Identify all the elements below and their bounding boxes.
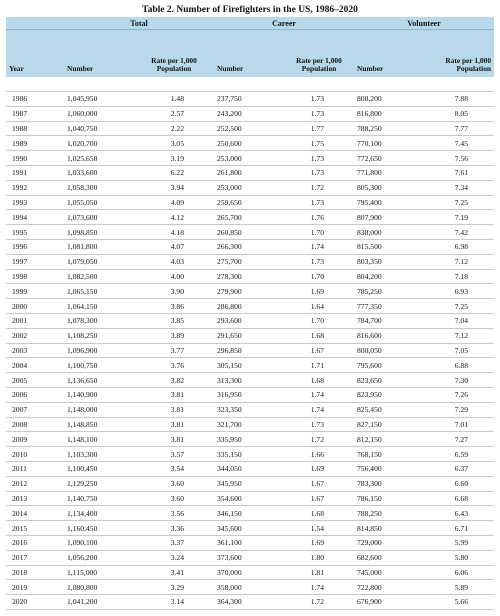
career-rate-cell: 1.54 [284,521,354,536]
total-rate-cell: 3.77 [134,343,214,358]
total-rate-cell: 4.07 [134,239,214,254]
career-number-cell: 275,700 [214,254,284,269]
career-rate-cell: 1.68 [284,373,354,388]
volunteer-rate-cell: 5.99 [424,535,494,550]
total-rate-cell: 4.12 [134,210,214,225]
career-rate-cell: 1.69 [284,535,354,550]
total-number-cell: 1,082,500 [64,269,134,284]
total-rate-cell: 1.48 [134,92,214,107]
table-row [6,387,494,402]
volunteer-number-cell: 805,300 [354,180,424,195]
volunteer-rate-cell: 6.98 [424,239,494,254]
total-number-cell: 1,041,200 [64,595,134,610]
volunteer-rate-cell: 6.43 [424,506,494,521]
total-number-cell: 1,040,750 [64,121,134,136]
table-row [6,491,494,506]
volunteer-rate-cell: 7.61 [424,165,494,180]
total-rate-cell: 3.57 [134,447,214,462]
career-number-cell: 370,000 [214,565,284,580]
table-row [6,299,494,314]
volunteer-number-cell: 676,900 [354,595,424,610]
total-number-cell: 1,045,950 [64,92,134,107]
year-cell: 2011 [6,461,64,476]
col-header-volunteer-rate: Rate per 1,000 Population [424,30,494,78]
volunteer-number-cell: 827,150 [354,417,424,432]
total-rate-cell: 3.36 [134,521,214,536]
career-rate-cell: 1.70 [284,313,354,328]
total-number-cell: 1,160,450 [64,521,134,536]
table-row [6,476,494,491]
total-rate-cell: 3.60 [134,476,214,491]
career-rate-cell: 1.77 [284,121,354,136]
total-number-cell: 1,078,300 [64,313,134,328]
year-cell: 2014 [6,506,64,521]
career-rate-cell: 1.67 [284,343,354,358]
career-rate-cell: 1.71 [284,358,354,373]
career-rate-cell: 1.67 [284,491,354,506]
table-row [6,580,494,595]
table-row [6,447,494,462]
year-cell: 2007 [6,402,64,417]
total-number-cell: 1,108,250 [64,328,134,343]
career-number-cell: 344,050 [214,461,284,476]
volunteer-number-cell: 770,100 [354,136,424,151]
total-number-cell: 1,140,900 [64,387,134,402]
total-number-cell: 1,148,000 [64,402,134,417]
total-number-cell: 1,096,900 [64,343,134,358]
volunteer-rate-cell: 6.59 [424,447,494,462]
year-cell: 2003 [6,343,64,358]
table-row [6,343,494,358]
volunteer-number-cell: 772,650 [354,151,424,166]
table-row [6,461,494,476]
total-number-cell: 1,115,000 [64,565,134,580]
volunteer-number-cell: 795,600 [354,358,424,373]
table-row [6,92,494,107]
career-number-cell: 296,850 [214,343,284,358]
table-row [6,535,494,550]
career-rate-cell: 1.73 [284,417,354,432]
volunteer-number-cell: 823,650 [354,373,424,388]
year-cell: 2005 [6,373,64,388]
total-rate-cell: 3.81 [134,402,214,417]
table-row [6,239,494,254]
table-row [6,121,494,136]
total-rate-cell: 3.90 [134,284,214,299]
career-number-cell: 253,000 [214,151,284,166]
career-rate-cell: 1.74 [284,239,354,254]
volunteer-number-cell: 784,700 [354,313,424,328]
total-rate-cell: 2.22 [134,121,214,136]
table-row [6,254,494,269]
total-number-cell: 1,148,850 [64,417,134,432]
career-number-cell: 237,750 [214,92,284,107]
volunteer-rate-cell: 7.27 [424,432,494,447]
total-number-cell: 1,033,600 [64,165,134,180]
total-number-cell: 1,134,400 [64,506,134,521]
year-cell: 2010 [6,447,64,462]
total-number-cell: 1,103,300 [64,447,134,462]
volunteer-number-cell: 804,200 [354,269,424,284]
career-rate-cell: 1.70 [284,269,354,284]
career-number-cell: 346,150 [214,506,284,521]
year-cell: 1993 [6,195,64,210]
total-rate-cell: 3.05 [134,136,214,151]
table-row [6,269,494,284]
volunteer-number-cell: 722,800 [354,580,424,595]
total-number-cell: 1,090,100 [64,535,134,550]
table-row [6,284,494,299]
volunteer-number-cell: 729,000 [354,535,424,550]
table-row [6,595,494,610]
year-cell: 2017 [6,550,64,565]
group-header-blank [6,17,64,30]
career-rate-cell: 1.74 [284,580,354,595]
year-cell: 1990 [6,151,64,166]
year-cell: 2019 [6,580,64,595]
volunteer-number-cell: 808,200 [354,92,424,107]
year-cell: 2002 [6,328,64,343]
year-cell: 1986 [6,92,64,107]
volunteer-number-cell: 803,350 [354,254,424,269]
year-cell: 1994 [6,210,64,225]
volunteer-rate-cell: 8.05 [424,106,494,121]
career-number-cell: 345,950 [214,476,284,491]
year-cell: 2001 [6,313,64,328]
career-number-cell: 261,800 [214,165,284,180]
total-number-cell: 1,081,800 [64,239,134,254]
volunteer-rate-cell: 6.71 [424,521,494,536]
total-number-cell: 1,148,100 [64,432,134,447]
col-header-volunteer-number: Number [354,30,424,78]
volunteer-number-cell: 771,800 [354,165,424,180]
total-rate-cell: 3.81 [134,432,214,447]
career-number-cell: 266,300 [214,239,284,254]
career-number-cell: 305,150 [214,358,284,373]
volunteer-rate-cell: 6.60 [424,476,494,491]
total-rate-cell: 4.00 [134,269,214,284]
career-number-cell: 361,100 [214,535,284,550]
year-cell: 1991 [6,165,64,180]
volunteer-rate-cell: 6.68 [424,491,494,506]
year-cell: 2020 [6,595,64,610]
career-rate-cell: 1.64 [284,299,354,314]
volunteer-rate-cell: 5.80 [424,550,494,565]
firefighters-table [6,17,494,610]
volunteer-rate-cell: 7.25 [424,195,494,210]
career-number-cell: 250,600 [214,136,284,151]
total-rate-cell: 3.56 [134,506,214,521]
total-rate-cell: 3.86 [134,299,214,314]
table-row [6,432,494,447]
total-number-cell: 1,136,650 [64,373,134,388]
table-row [6,180,494,195]
career-rate-cell: 1.73 [284,151,354,166]
volunteer-rate-cell: 5.66 [424,595,494,610]
total-number-cell: 1,056,200 [64,550,134,565]
total-rate-cell: 3.76 [134,358,214,373]
table-row [6,225,494,240]
table-row [6,417,494,432]
volunteer-number-cell: 785,250 [354,284,424,299]
volunteer-rate-cell: 7.26 [424,387,494,402]
volunteer-rate-cell: 7.04 [424,313,494,328]
volunteer-number-cell: 768,150 [354,447,424,462]
career-number-cell: 252,500 [214,121,284,136]
career-number-cell: 373,600 [214,550,284,565]
career-number-cell: 345,600 [214,521,284,536]
career-number-cell: 321,700 [214,417,284,432]
col-header-career-rate: Rate per 1,000 Population [284,30,354,78]
career-rate-cell: 1.69 [284,461,354,476]
table-row [6,313,494,328]
total-number-cell: 1,065,150 [64,284,134,299]
volunteer-rate-cell: 7.45 [424,136,494,151]
career-rate-cell: 1.67 [284,476,354,491]
table-row [6,151,494,166]
total-number-cell: 1,055,050 [64,195,134,210]
volunteer-number-cell: 745,000 [354,565,424,580]
career-rate-cell: 1.72 [284,595,354,610]
career-number-cell: 364,300 [214,595,284,610]
table-row [6,106,494,121]
year-cell: 1995 [6,225,64,240]
total-rate-cell: 4.03 [134,254,214,269]
total-rate-cell: 3.89 [134,328,214,343]
volunteer-number-cell: 814,850 [354,521,424,536]
career-number-cell: 265,700 [214,210,284,225]
career-number-cell: 286,800 [214,299,284,314]
total-rate-cell: 4.09 [134,195,214,210]
career-number-cell: 253,000 [214,180,284,195]
total-number-cell: 1,025,650 [64,151,134,166]
volunteer-number-cell: 777,350 [354,299,424,314]
table-title: Table 2. Number of Firefighters in the US, 1986–2020 [142,5,358,15]
total-rate-cell: 6.22 [134,165,214,180]
table-row [6,402,494,417]
volunteer-rate-cell: 5.89 [424,580,494,595]
volunteer-number-cell: 786,150 [354,491,424,506]
year-cell: 2008 [6,417,64,432]
year-cell: 1996 [6,239,64,254]
career-rate-cell: 1.75 [284,136,354,151]
total-rate-cell: 3.41 [134,565,214,580]
career-number-cell: 354,600 [214,491,284,506]
col-header-year: Year [6,30,64,78]
career-number-cell: 279,900 [214,284,284,299]
volunteer-number-cell: 807,900 [354,210,424,225]
total-rate-cell: 3.19 [134,151,214,166]
volunteer-rate-cell: 7.30 [424,373,494,388]
volunteer-rate-cell: 7.01 [424,417,494,432]
table-header [6,17,494,77]
year-cell: 2018 [6,565,64,580]
career-number-cell: 313,300 [214,373,284,388]
volunteer-rate-cell: 7.18 [424,269,494,284]
year-cell: 2012 [6,476,64,491]
table-row [6,550,494,565]
total-rate-cell: 3.24 [134,550,214,565]
volunteer-number-cell: 812,150 [354,432,424,447]
career-number-cell: 259,650 [214,195,284,210]
career-number-cell: 323,350 [214,402,284,417]
volunteer-rate-cell: 7.77 [424,121,494,136]
year-cell: 1989 [6,136,64,151]
volunteer-rate-cell: 7.56 [424,151,494,166]
career-rate-cell: 1.81 [284,565,354,580]
col-header-total-number: Number [64,30,134,78]
volunteer-rate-cell: 6.06 [424,565,494,580]
volunteer-rate-cell: 7.42 [424,225,494,240]
total-number-cell: 1,020,700 [64,136,134,151]
total-number-cell: 1,079,050 [64,254,134,269]
career-number-cell: 335,150 [214,447,284,462]
total-number-cell: 1,060,000 [64,106,134,121]
career-rate-cell: 1.73 [284,165,354,180]
career-rate-cell: 1.72 [284,180,354,195]
total-rate-cell: 2.57 [134,106,214,121]
career-number-cell: 260,850 [214,225,284,240]
year-cell: 1997 [6,254,64,269]
volunteer-rate-cell: 7.12 [424,328,494,343]
volunteer-rate-cell: 7.05 [424,343,494,358]
col-header-total-rate: Rate per 1,000 Population [134,30,214,78]
volunteer-rate-cell: 7.34 [424,180,494,195]
total-rate-cell: 3.60 [134,491,214,506]
total-number-cell: 1,064,150 [64,299,134,314]
group-header-career: Career [214,17,354,30]
career-number-cell: 358,000 [214,580,284,595]
table-row [6,328,494,343]
career-number-cell: 291,650 [214,328,284,343]
group-header-row [6,17,494,30]
volunteer-rate-cell: 6.88 [424,358,494,373]
table-body [6,77,494,609]
group-header-total: Total [64,17,214,30]
table-row [6,358,494,373]
total-number-cell: 1,100,450 [64,461,134,476]
total-number-cell: 1,140,750 [64,491,134,506]
volunteer-number-cell: 788,250 [354,121,424,136]
career-rate-cell: 1.73 [284,254,354,269]
career-rate-cell: 1.70 [284,225,354,240]
volunteer-number-cell: 823,950 [354,387,424,402]
year-cell: 2009 [6,432,64,447]
total-rate-cell: 3.81 [134,417,214,432]
year-cell: 1998 [6,269,64,284]
total-rate-cell: 3.29 [134,580,214,595]
table-row [6,506,494,521]
career-rate-cell: 1.80 [284,550,354,565]
volunteer-number-cell: 816,600 [354,328,424,343]
career-number-cell: 278,300 [214,269,284,284]
career-number-cell: 243,200 [214,106,284,121]
volunteer-number-cell: 783,300 [354,476,424,491]
table-row [6,210,494,225]
volunteer-rate-cell: 6.37 [424,461,494,476]
total-rate-cell: 4.18 [134,225,214,240]
career-rate-cell: 1.76 [284,210,354,225]
year-cell: 2016 [6,535,64,550]
volunteer-rate-cell: 7.29 [424,402,494,417]
table-row [6,136,494,151]
year-cell: 1987 [6,106,64,121]
volunteer-number-cell: 756,400 [354,461,424,476]
table-row [6,565,494,580]
career-rate-cell: 1.66 [284,447,354,462]
table-row [6,521,494,536]
table-row [6,165,494,180]
career-rate-cell: 1.72 [284,432,354,447]
career-rate-cell: 1.74 [284,402,354,417]
spacer-row [6,77,494,92]
group-header-volunteer: Volunteer [354,17,494,30]
total-rate-cell: 3.14 [134,595,214,610]
year-cell: 1992 [6,180,64,195]
total-rate-cell: 3.85 [134,313,214,328]
year-cell: 1988 [6,121,64,136]
total-rate-cell: 3.37 [134,535,214,550]
total-number-cell: 1,129,250 [64,476,134,491]
total-rate-cell: 3.94 [134,180,214,195]
table-row [6,195,494,210]
col-header-career-number: Number [214,30,284,78]
career-rate-cell: 1.74 [284,387,354,402]
volunteer-number-cell: 838,000 [354,225,424,240]
volunteer-number-cell: 795,400 [354,195,424,210]
career-rate-cell: 1.73 [284,106,354,121]
year-cell: 2013 [6,491,64,506]
volunteer-rate-cell: 7.19 [424,210,494,225]
career-rate-cell: 1.68 [284,506,354,521]
year-cell: 2015 [6,521,64,536]
volunteer-number-cell: 825,450 [354,402,424,417]
total-rate-cell: 3.54 [134,461,214,476]
volunteer-rate-cell: 7.88 [424,92,494,107]
volunteer-number-cell: 816,800 [354,106,424,121]
total-rate-cell: 3.81 [134,387,214,402]
volunteer-number-cell: 682,600 [354,550,424,565]
career-rate-cell: 1.73 [284,92,354,107]
volunteer-rate-cell: 7.12 [424,254,494,269]
career-rate-cell: 1.73 [284,195,354,210]
table-row [6,373,494,388]
year-cell: 2004 [6,358,64,373]
career-number-cell: 316,950 [214,387,284,402]
volunteer-rate-cell: 7.25 [424,299,494,314]
column-header-row [6,30,494,78]
total-number-cell: 1,098,850 [64,225,134,240]
volunteer-number-cell: 788,250 [354,506,424,521]
volunteer-rate-cell: 6.93 [424,284,494,299]
career-rate-cell: 1.69 [284,284,354,299]
year-cell: 1999 [6,284,64,299]
year-cell: 2006 [6,387,64,402]
career-number-cell: 335,950 [214,432,284,447]
total-number-cell: 1,058,300 [64,180,134,195]
total-number-cell: 1,080,800 [64,580,134,595]
career-number-cell: 293,600 [214,313,284,328]
career-rate-cell: 1.68 [284,328,354,343]
total-number-cell: 1,100,750 [64,358,134,373]
year-cell: 2000 [6,299,64,314]
volunteer-number-cell: 815,500 [354,239,424,254]
total-rate-cell: 3.82 [134,373,214,388]
total-number-cell: 1,073,600 [64,210,134,225]
volunteer-number-cell: 800,050 [354,343,424,358]
